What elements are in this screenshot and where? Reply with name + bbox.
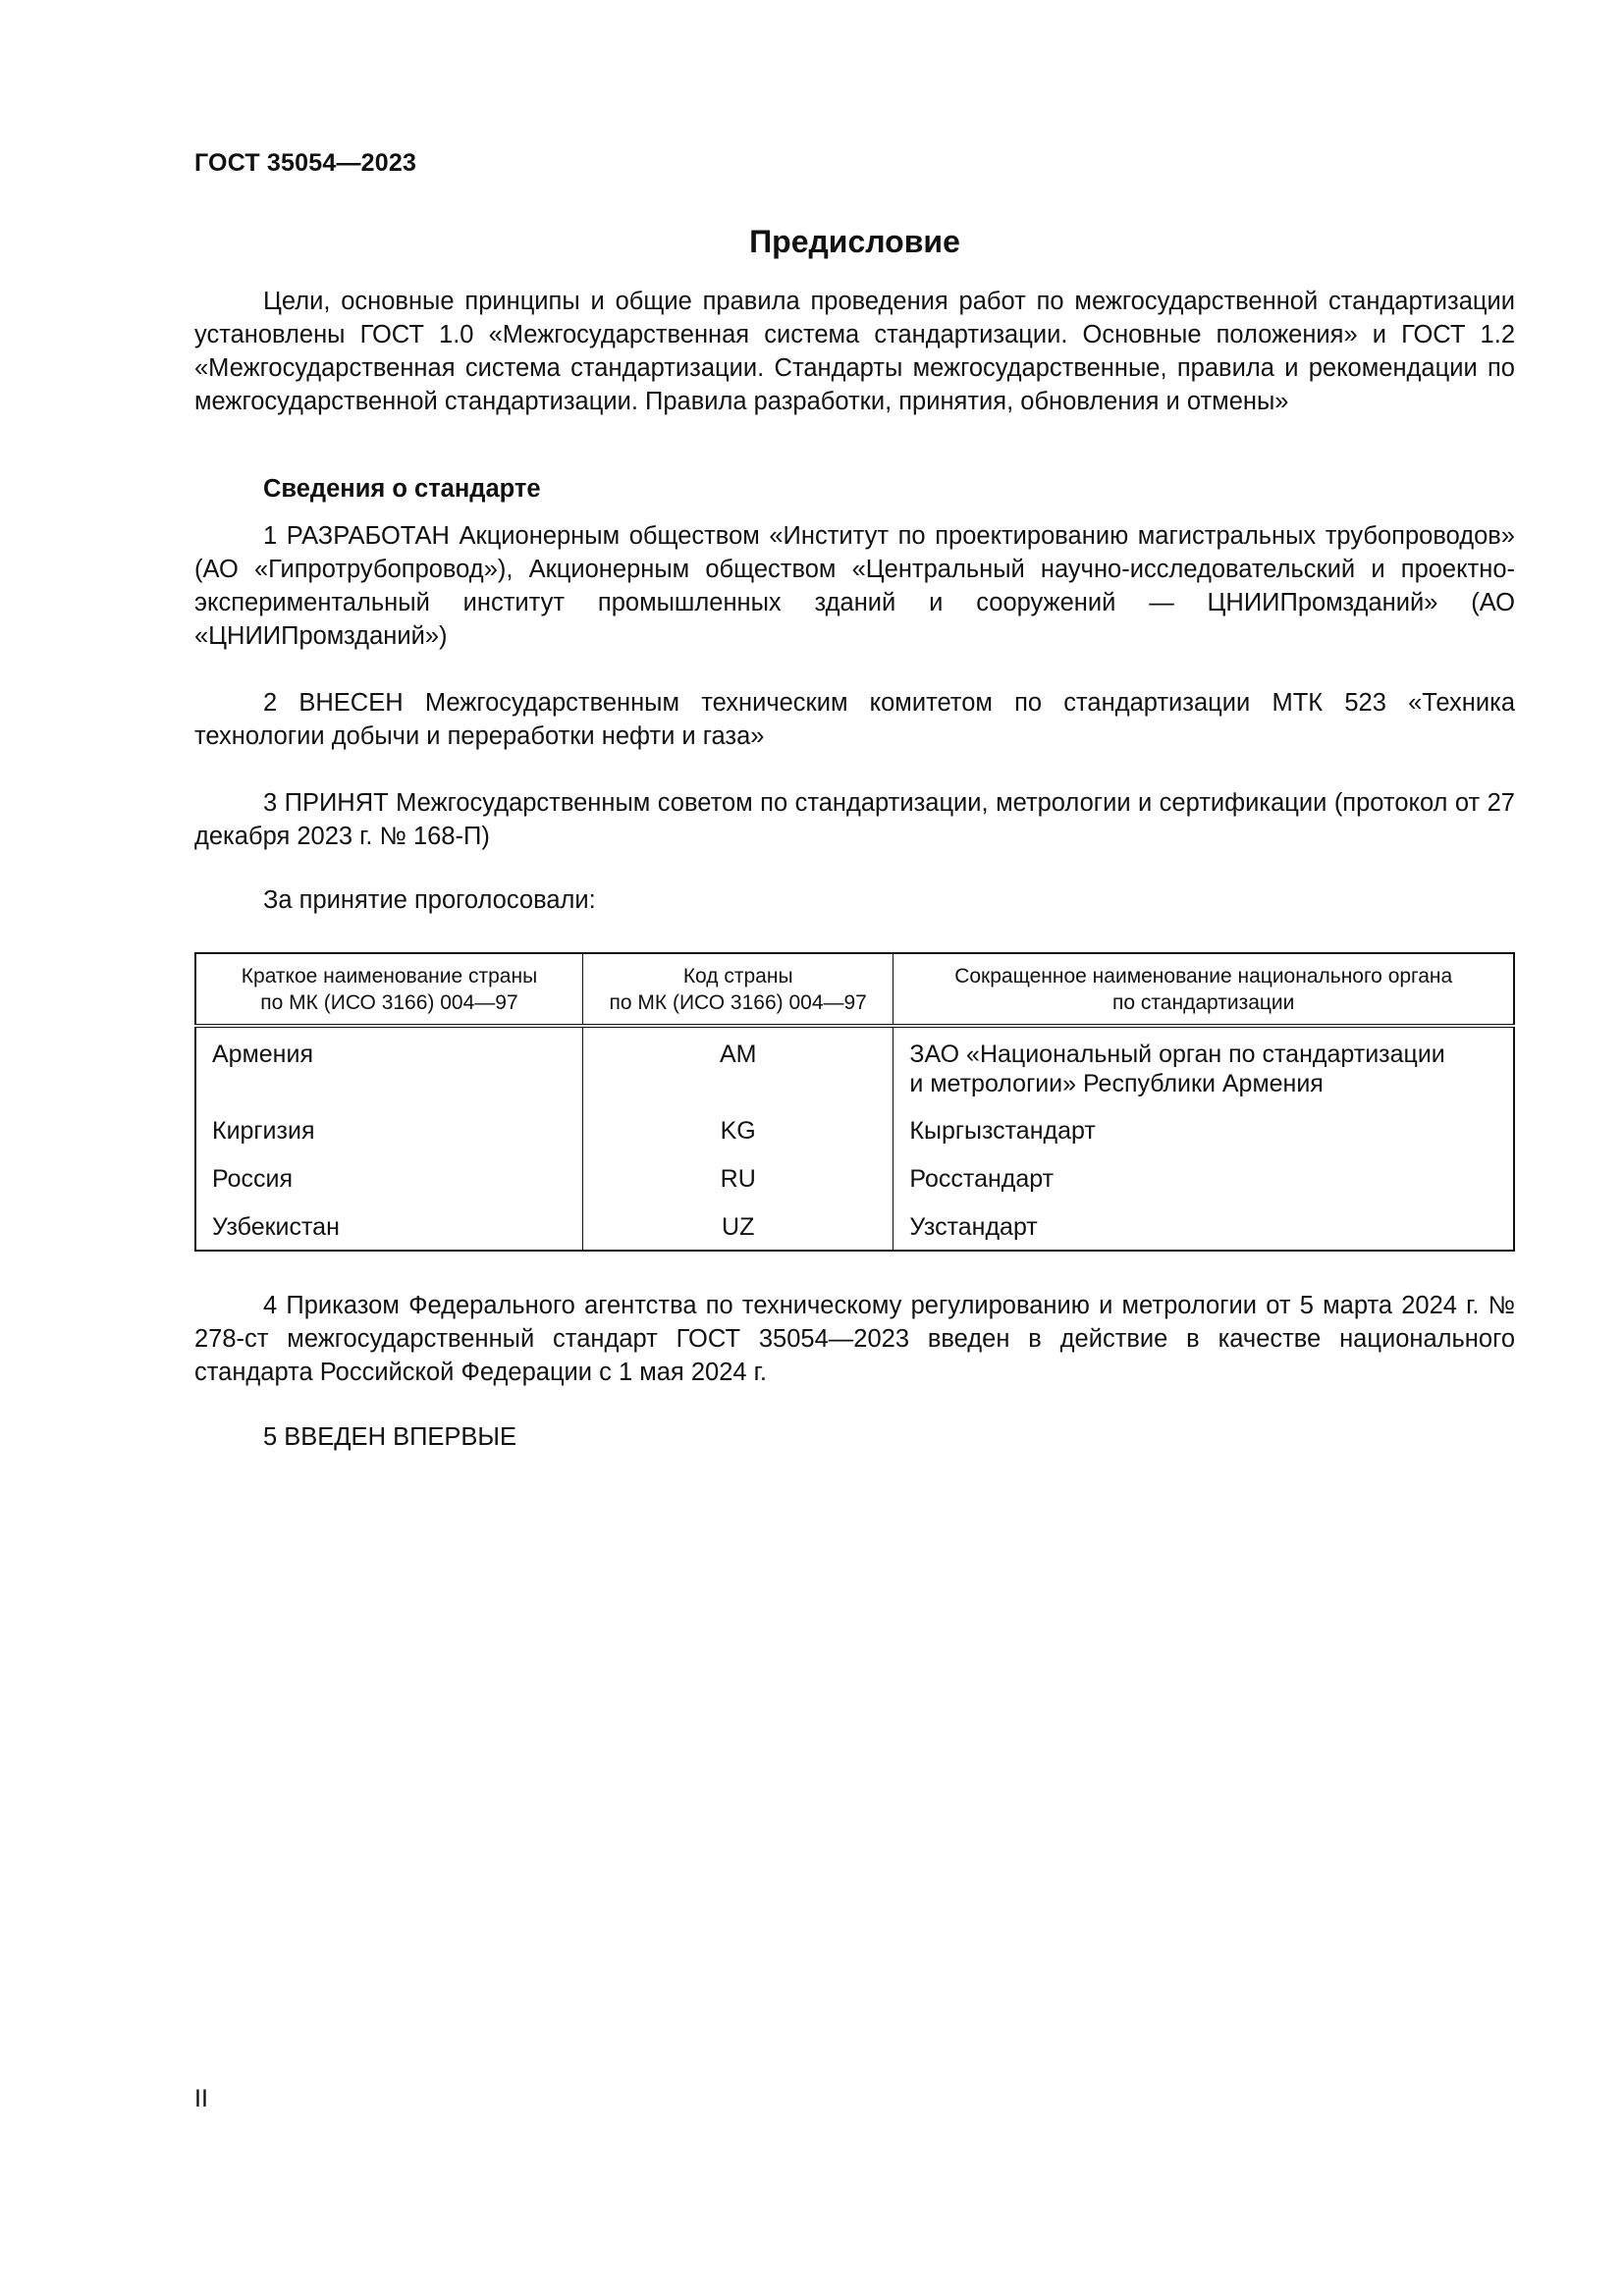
intro-paragraph: Цели, основные принципы и общие правила проведения работ по межгосударственной стандартизации установлены ГОСТ 1.0 «Межгосударственная система стандартизации. Основные положения» и ГОСТ 1.2 «Межгосударственная система стандартизации. Стандарты межгосударственные, правила и рекомендации по межгосударственной стандартизации. Правила разработки, принятия, обновления и отмены» <box>194 288 1515 415</box>
header-code: Код страны по МК (ИСО 3166) 004—97 <box>582 953 893 1026</box>
header-country: Краткое наименование страны по МК (ИСО 3166) 004—97 <box>195 953 582 1026</box>
page-title: Предисловие <box>749 224 960 259</box>
document-code: ГОСТ 35054—2023 <box>194 149 417 177</box>
cell-body: Росстандарт <box>893 1160 1514 1208</box>
info-heading: Сведения о стандарте <box>263 475 541 503</box>
item-introduced: 2 ВНЕСЕН Межгосударственным техническим комитетом по стандартизации МТК 523 «Техника технологии добычи и переработки нефти и газа» <box>194 689 1515 750</box>
voting-countries-table <box>194 952 1515 1252</box>
table-header-row <box>195 953 1514 1026</box>
cell-code: KG <box>582 1112 893 1160</box>
cell-country: Армения <box>195 1026 582 1112</box>
item-adopted: 3 ПРИНЯТ Межгосударственным советом по стандартизации, метрологии и сертификации (протокол от 27 декабря 2023 г. № 168-П) <box>194 789 1515 850</box>
table-row <box>195 1208 1514 1251</box>
table-row <box>195 1112 1514 1160</box>
cell-code: AM <box>582 1026 893 1112</box>
table-row <box>195 1160 1514 1208</box>
table-row <box>195 1026 1514 1112</box>
cell-body: ЗАО «Национальный орган по стандартизации и метрологии» Республики Армения <box>893 1026 1514 1112</box>
item-developed: 1 РАЗРАБОТАН Акционерным обществом «Институт по проектированию магистральных трубопроводов» (АО «Гипротрубопровод»), Акционерным обществом «Центральный научно-исследовательский и проектно-экспериментальный институт промышленных зданий и сооружений — ЦНИИПромзданий» (АО «ЦНИИПромзданий») <box>194 522 1515 650</box>
cell-body: Узстандарт <box>893 1208 1514 1251</box>
cell-code: RU <box>582 1160 893 1208</box>
cell-country: Узбекистан <box>195 1208 582 1251</box>
cell-country: Киргизия <box>195 1112 582 1160</box>
voted-label: За принятие проголосовали: <box>263 886 596 914</box>
cell-body: Кыргызстандарт <box>893 1112 1514 1160</box>
cell-country: Россия <box>195 1160 582 1208</box>
page-number: II <box>194 2085 208 2112</box>
item-order: 4 Приказом Федерального агентства по техническому регулированию и метрологии от 5 марта 2024 г. № 278-ст межгосударственный стандарт ГОСТ 35054—2023 введен в действие в качестве национального стандарта Российской Федерации с 1 мая 2024 г. <box>194 1292 1515 1386</box>
cell-code: UZ <box>582 1208 893 1251</box>
item-first: 5 ВВЕДЕН ВПЕРВЫЕ <box>263 1423 517 1451</box>
header-body: Сокращенное наименование национального органа по стандартизации <box>893 953 1514 1026</box>
